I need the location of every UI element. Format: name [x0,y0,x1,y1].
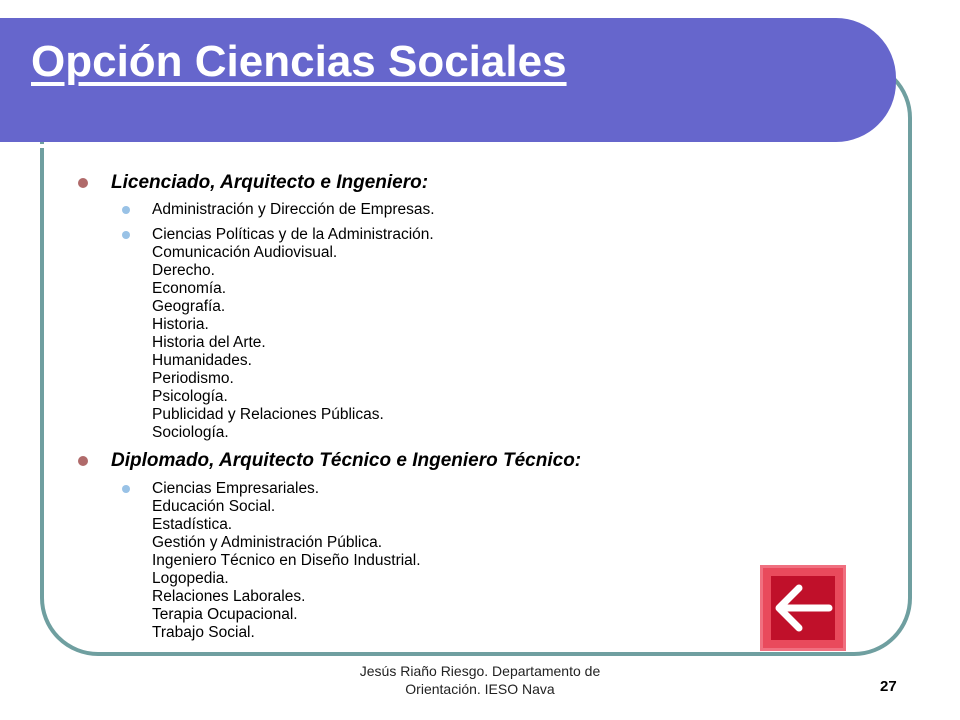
bullet-icon [78,456,88,466]
degree-list-item: Administración y Dirección de Empresas. [152,201,758,219]
slide-title: Opción Ciencias Sociales [31,37,567,86]
back-button[interactable] [760,565,846,651]
bullet-icon [122,485,130,493]
left-arrow-icon [771,576,835,640]
slide-content [78,170,758,642]
bullet-icon [122,206,130,214]
bullet-icon [78,178,88,188]
section-heading-licenciado: Licenciado, Arquitecto e Ingeniero: [78,170,758,196]
title-divider [0,144,848,148]
title-banner [0,18,896,142]
degree-list-item: Ciencias Empresariales. Educación Social. Estadística. Gestión y Administración Pública. Ingeniero Técnico en Diseño Industrial. Logopedia. Relaciones Laborales. Terapia Ocupacional. Trabajo Social. [152,480,758,642]
slide-footer: Jesús Riaño Riesgo. Departamento de Orientación. IESO Nava [359,663,601,697]
section-heading-diplomado: Diplomado, Arquitecto Técnico e Ingeniero Técnico: [78,448,758,474]
degree-list-item: Ciencias Políticas y de la Administración. Comunicación Audiovisual. Derecho. Economía. Geografía. Historia. Historia del Arte. Humanidades. Periodismo. Psicología. Publicidad y Relaciones Públicas. Sociología. [152,226,758,442]
page-number: 27 [880,678,897,695]
back-button-face [771,576,835,640]
bullet-icon [122,231,130,239]
